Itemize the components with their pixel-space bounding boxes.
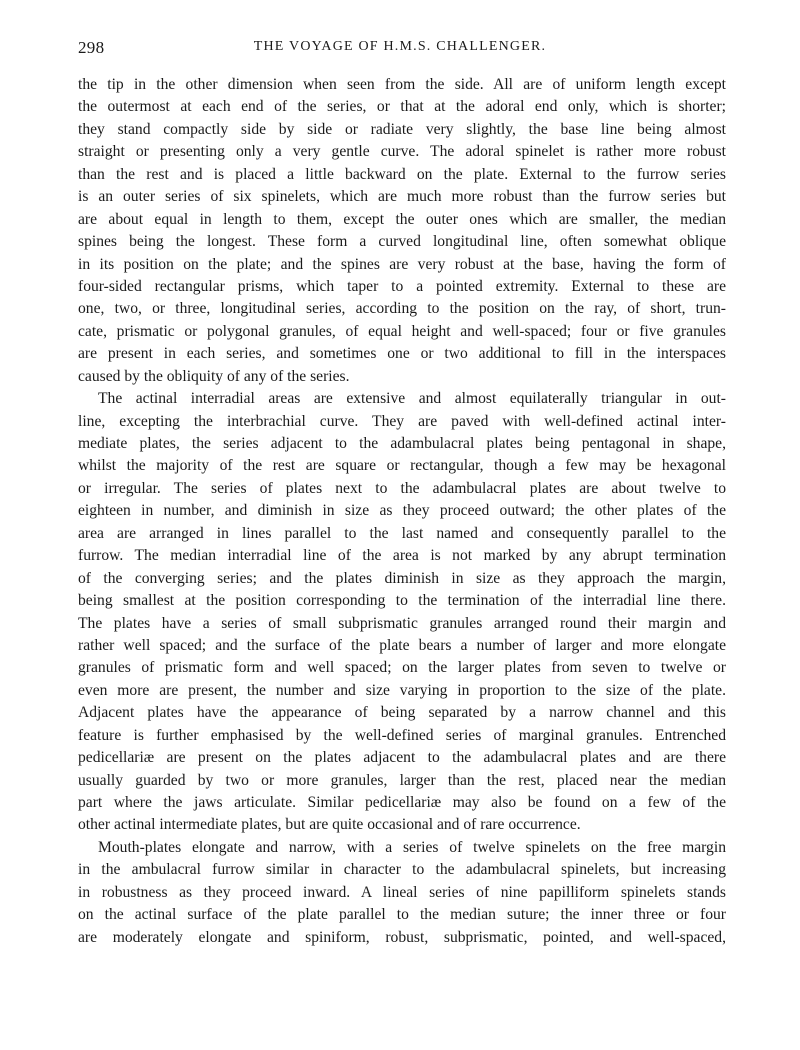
page-number: 298 [78, 38, 105, 57]
text-line: mediate plates, the series adjacent to the adambulacral plates being pentagonal in shape, [78, 435, 726, 452]
text-line: caused by the obliquity of any of the series. [78, 367, 350, 385]
text-line: area are arranged in lines parallel to the last named and consequently parallel to the [78, 524, 726, 542]
text-line: is an outer series of six spinelets, which are much more robust than the furrow series but [78, 188, 726, 206]
text-line: furrow. The median interradial line of the area is not marked by any abrupt termination [78, 547, 726, 565]
text-line: other actinal intermediate plates, but are quite occasional and of rare occurrence. [78, 816, 581, 834]
text-line: they stand compactly side by side or radiate very slightly, the base line being almost [78, 120, 726, 138]
text-line: Mouth-plates elongate and narrow, with a series of twelve spinelets on the free margin [98, 838, 726, 856]
text-line: of the converging series; and the plates diminish in size as they approach the margin, [78, 569, 726, 587]
text-line: are present in each series, and sometimes one or two additional to fill in the interspaces [78, 345, 726, 363]
text-line: usually guarded by two or more granules, larger than the rest, placed near the median [78, 771, 726, 789]
text-line: straight or presenting only a very gentle curve. The adoral spinelet is rather more robust [78, 143, 726, 161]
text-line: are moderately elongate and spiniform, robust, subprismatic, pointed, and well-spaced, [78, 928, 726, 946]
text-line: cate, prismatic or polygonal granules, of equal height and well-spaced; four or five granules [78, 322, 726, 340]
text-line: The actinal interradial areas are extensive and almost equilaterally triangular in out- [98, 390, 726, 408]
text-line: in the ambulacral furrow similar in character to the adambulacral spinelets, but increasing [78, 861, 726, 879]
text-line: in robustness as they proceed inward. A lineal series of nine papilliform spinelets stands [78, 883, 726, 901]
paragraph-1 [78, 74, 726, 388]
page-header [78, 38, 722, 62]
text-line: rather well spaced; and the surface of the plate bears a number of larger and more elongate [78, 636, 726, 654]
text-line: the tip in the other dimension when seen from the side. All are of uniform length except [78, 76, 726, 93]
text-line: than the rest and is placed a little backward on the plate. External to the furrow series [78, 165, 726, 183]
text-line: Adjacent plates have the appearance of being separated by a narrow channel and this [78, 704, 726, 722]
text-line: on the actinal surface of the plate parallel to the median suture; the inner three or four [78, 906, 726, 924]
text-line: pedicellariæ are present on the plates adjacent to the adambulacral plates and are there [78, 749, 726, 767]
text-line: The plates have a series of small subprismatic granules arranged round their margin and [78, 614, 726, 632]
text-line: spines being the longest. These form a curved longitudinal line, often somewhat oblique [78, 233, 726, 251]
text-line: whilst the majority of the rest are square or rectangular, though a few may be hexagonal [78, 457, 726, 475]
paragraph-3 [78, 837, 726, 949]
text-line: in its position on the plate; and the spines are very robust at the base, having the form of [78, 255, 726, 273]
text-line: the outermost at each end of the series, or that at the adoral end only, which is shorter; [78, 98, 726, 116]
text-line: are about equal in length to them, except the outer ones which are smaller, the median [78, 210, 726, 228]
text-line: being smallest at the position corresponding to the termination of the interradial line there. [78, 592, 726, 610]
text-line: even more are present, the number and size varying in proportion to the size of the plate. [78, 681, 726, 699]
paragraph-2 [78, 388, 726, 837]
text-line: eighteen in number, and diminish in size as they proceed outward; the other plates of the [78, 502, 726, 520]
text-line: one, two, or three, longitudinal series, according to the position on the ray, of short, trun- [78, 300, 726, 318]
text-line: four-sided rectangular prisms, which taper to a pointed extremity. External to these are [78, 277, 726, 295]
text-line: or irregular. The series of plates next to the adambulacral plates are about twelve to [78, 479, 726, 497]
body-text [78, 74, 726, 949]
text-line: line, excepting the interbrachial curve. They are paved with well-defined actinal inter- [78, 412, 726, 430]
text-line: feature is further emphasised by the well-defined series of marginal granules. Entrenched [78, 726, 726, 744]
running-title: THE VOYAGE OF H.M.S. CHALLENGER. [253, 39, 547, 54]
text-line: granules of prismatic form and well spaced; on the larger plates from seven to twelve or [78, 659, 726, 677]
text-line: part where the jaws articulate. Similar pedicellariæ may also be found on a few of the [78, 794, 726, 811]
